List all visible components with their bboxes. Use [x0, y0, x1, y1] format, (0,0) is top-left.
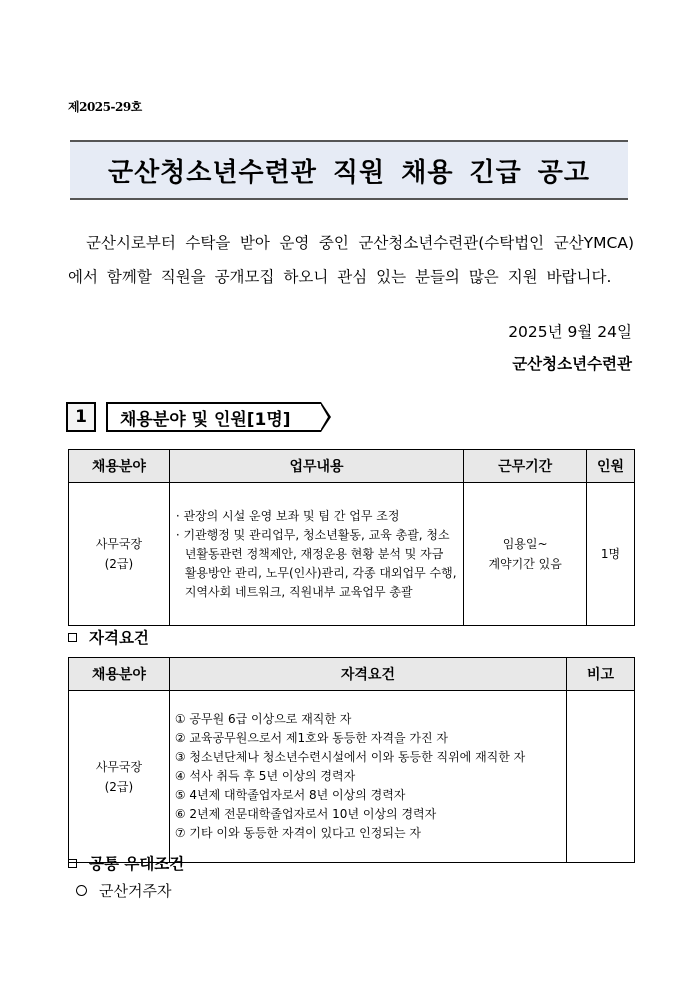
period-start: 임용일~ — [502, 537, 548, 551]
title-banner — [70, 140, 628, 200]
note-cell — [567, 691, 635, 863]
qualifications-cell — [169, 691, 566, 863]
field-grade: (2급) — [104, 779, 134, 794]
intro-paragraph — [68, 226, 634, 294]
section3-heading: 공통 우대조건 — [89, 855, 185, 873]
duty-item: · 관장의 시설 운영 보좌 및 팀 간 업무 조정 — [175, 508, 400, 523]
list-item — [76, 880, 171, 901]
field-name: 사무국장 — [95, 759, 143, 774]
table-row — [69, 483, 635, 626]
qualification-item: ⑦ 기타 이와 동등한 자격이 있다고 인정되는 자 — [174, 826, 421, 840]
section2-header — [68, 626, 149, 648]
section2-heading: 자격요건 — [89, 629, 149, 647]
intro-text: 군산시로부터 수탁을 받아 운영 중인 군산청소년수련관(수탁법인 군산YMCA)에서 함께할 직원을 공개모집 하오니 관심 있는 분들의 많은 지원 바랍니다. — [68, 234, 634, 286]
preference-item: 군산거주자 — [99, 882, 172, 900]
table-row — [69, 691, 635, 863]
header-qualifications: 자격요건 — [169, 658, 566, 691]
circle-bullet-icon — [76, 885, 87, 896]
qualification-item: ② 교육공무원으로서 제1호와 동등한 자격을 가진 자 — [174, 731, 448, 745]
field-cell — [69, 483, 170, 626]
qualification-item: ④ 석사 취득 후 5년 이상의 경력자 — [174, 769, 356, 783]
section1-heading — [106, 402, 321, 432]
positions-table — [68, 449, 635, 626]
section1-heading-text: 채용분야 및 인원[1명] — [120, 409, 291, 430]
page-title: 군산청소년수련관 직원 채용 긴급 공고 — [107, 157, 591, 188]
table-header-row — [69, 658, 635, 691]
count-cell: 1명 — [587, 483, 635, 626]
qualifications-table — [68, 657, 635, 863]
header-field: 채용분야 — [69, 450, 170, 483]
document-number: 제2025-29호 — [68, 100, 142, 114]
field-name: 사무국장 — [95, 537, 143, 551]
table-header-row — [69, 450, 635, 483]
qualification-item: ① 공무원 6급 이상으로 재직한 자 — [174, 712, 352, 726]
period-note: 계약기간 있음 — [488, 557, 562, 571]
qualification-item: ⑤ 4년제 대학졸업자로서 8년 이상의 경력자 — [174, 788, 406, 802]
qualification-item: ③ 청소년단체나 청소년수련시설에서 이와 동등한 직위에 재직한 자 — [174, 750, 526, 764]
organization-name: 군산청소년수련관 — [512, 355, 632, 373]
announcement-date: 2025년 9월 24일 — [508, 323, 632, 341]
section1-number: 1 — [66, 402, 96, 432]
header-period: 근무기간 — [464, 450, 587, 483]
duties-cell — [169, 483, 463, 626]
square-bullet-icon — [68, 633, 77, 642]
square-bullet-icon — [68, 859, 77, 868]
duty-item: · 기관행정 및 관리업무, 청소년활동, 교육 총괄, 청소년활동관련 정책제안, 재정운용 현황 분석 및 자금 활용방안 관리, 노무(인사)관리, 각종 대외업무 수행, 지역사회 네트워크, 직원내부 교육업무 총괄 — [175, 527, 457, 599]
qualification-item: ⑥ 2년제 전문대학졸업자로서 10년 이상의 경력자 — [174, 807, 437, 821]
section1-header — [66, 402, 321, 432]
period-cell — [464, 483, 587, 626]
field-cell — [69, 691, 170, 863]
header-note: 비고 — [567, 658, 635, 691]
header-count: 인원 — [587, 450, 635, 483]
section3-header — [68, 852, 184, 874]
header-field: 채용분야 — [69, 658, 170, 691]
field-grade: (2급) — [104, 557, 134, 571]
header-duties: 업무내용 — [169, 450, 463, 483]
